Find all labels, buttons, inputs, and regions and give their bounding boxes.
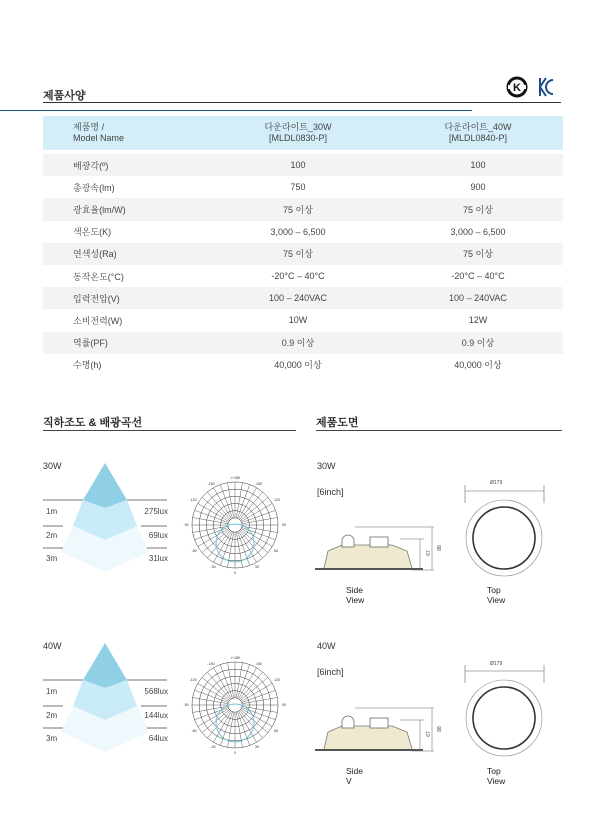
row-label: 광효율(lm/W) bbox=[43, 198, 203, 220]
row-value-40w: 0.9 이상 bbox=[393, 332, 563, 354]
polar-spoke bbox=[240, 497, 267, 520]
housing-body bbox=[324, 726, 412, 749]
top-view-drawing bbox=[462, 483, 547, 578]
drawing-size-label: [6inch] bbox=[317, 667, 344, 677]
lux-2m: 69lux bbox=[148, 531, 168, 540]
row-value-40w: 3,000 – 6,500 bbox=[450, 226, 506, 237]
polar-tick-label: -90 bbox=[183, 523, 189, 527]
lux-1m: 275lux bbox=[144, 507, 168, 516]
spring-clip bbox=[342, 716, 354, 728]
blue-divider bbox=[0, 110, 472, 111]
driver-box bbox=[370, 718, 388, 728]
height-body-label: 67 bbox=[425, 731, 432, 737]
polar-tick-label: 30 bbox=[255, 745, 259, 749]
drawing-title-underline bbox=[316, 430, 562, 431]
distance-1m: 1m bbox=[46, 507, 58, 516]
outer-trim-ring bbox=[466, 500, 542, 576]
top-view-drawing bbox=[462, 663, 547, 758]
row-value-40w: 100 bbox=[393, 154, 563, 176]
height-body-label: 67 bbox=[425, 550, 432, 556]
outer-trim-ring bbox=[466, 680, 542, 756]
spec-section-title: 제품사양 bbox=[43, 90, 86, 102]
polar-tick-label: 0 bbox=[234, 571, 236, 575]
top-view-label: Top View bbox=[487, 585, 506, 605]
row-value-40w: 100 – 240VAC bbox=[393, 287, 563, 309]
row-value-30w: 75 이상 bbox=[203, 198, 393, 220]
drawing-watt-label: 30W bbox=[317, 461, 336, 471]
row-value-30w: 100 bbox=[203, 154, 393, 176]
polar-tick-label: 90 bbox=[282, 703, 286, 707]
spec-table bbox=[43, 116, 563, 376]
diameter-label: Ø179 bbox=[490, 480, 503, 486]
polar-tick-label: -60 bbox=[191, 729, 197, 733]
distance-3m: 3m bbox=[46, 734, 58, 743]
header-label-line2: Model Name bbox=[73, 133, 125, 143]
drawing-size-label: [6inch] bbox=[317, 487, 344, 497]
driver-box bbox=[370, 537, 388, 547]
row-value-30w: 75 이상 bbox=[203, 243, 393, 265]
header-label-line1: 제품명 / bbox=[73, 122, 105, 132]
table-row bbox=[43, 221, 563, 243]
row-value-30w: 750 bbox=[290, 182, 306, 193]
height-total-label: 88 bbox=[436, 545, 443, 551]
polar-tick-label: -120 bbox=[189, 498, 197, 502]
polar-tick-label: -/+180 bbox=[229, 476, 241, 480]
svg-text:K: K bbox=[513, 82, 521, 94]
polar-spoke bbox=[207, 492, 230, 519]
cone-zone-1m bbox=[83, 463, 127, 508]
row-label: 배광각(º) bbox=[43, 154, 203, 176]
polar-tick-label: -/+180 bbox=[229, 656, 241, 660]
row-value-30w: 40,000 이상 bbox=[274, 360, 322, 371]
polar-spoke bbox=[202, 677, 229, 700]
polar-tick-label: -120 bbox=[189, 678, 197, 682]
inner-lens-ring bbox=[473, 507, 535, 569]
lux-1m: 568lux bbox=[144, 687, 168, 696]
ks-mark-logo bbox=[505, 76, 529, 98]
distance-1m: 1m bbox=[46, 687, 58, 696]
row-label: 수명(h) bbox=[73, 360, 102, 371]
table-row bbox=[43, 309, 563, 331]
row-value-30w: -20°C – 40°C bbox=[271, 271, 325, 282]
polar-tick-label: 90 bbox=[282, 523, 286, 527]
polar-distribution-chart bbox=[178, 474, 293, 579]
polar-tick-label: 60 bbox=[274, 729, 278, 733]
distance-2m: 2m bbox=[46, 711, 58, 720]
lux-2m: 144lux bbox=[144, 711, 168, 720]
model1-code: [MLDL0830-P] bbox=[268, 133, 328, 143]
model1-name: 다운라이트_30W bbox=[264, 122, 332, 132]
model2-name: 다운라이트_40W bbox=[444, 122, 512, 132]
table-row bbox=[43, 154, 563, 176]
polar-tick-label: -150 bbox=[207, 662, 215, 666]
row-value-40w: 75 이상 bbox=[393, 243, 563, 265]
row-label: 소비전력(W) bbox=[73, 315, 123, 326]
distance-2m: 2m bbox=[46, 531, 58, 540]
polar-distribution-chart bbox=[178, 654, 293, 759]
illum-section-title: 직하조도 & 배광곡선 bbox=[43, 417, 143, 429]
spec-table-header bbox=[43, 116, 563, 150]
table-row bbox=[43, 243, 563, 265]
polar-tick-label: -90 bbox=[183, 703, 189, 707]
row-value-40w: 75 이상 bbox=[393, 198, 563, 220]
polar-tick-label: 120 bbox=[274, 678, 280, 682]
row-label: 역률(PF) bbox=[43, 332, 203, 354]
row-value-30w: 100 – 240VAC bbox=[203, 287, 393, 309]
polar-tick-label: 150 bbox=[256, 662, 262, 666]
polar-spoke bbox=[240, 677, 267, 700]
polar-tick-label: 30 bbox=[255, 565, 259, 569]
illum-watt-label: 40W bbox=[43, 641, 62, 651]
diameter-label: Ø179 bbox=[490, 661, 503, 667]
drawing-section-title: 제품도면 bbox=[316, 417, 359, 429]
polar-spoke bbox=[240, 672, 263, 699]
distance-3m: 3m bbox=[46, 554, 58, 563]
kc-mark-logo bbox=[538, 76, 554, 98]
inner-lens-ring bbox=[473, 687, 535, 749]
spring-clip bbox=[342, 535, 354, 547]
table-row bbox=[43, 176, 563, 198]
polar-spoke bbox=[207, 672, 230, 699]
polar-tick-label: 60 bbox=[274, 549, 278, 553]
table-row bbox=[43, 265, 563, 287]
spec-title-underline bbox=[43, 102, 561, 103]
polar-tick-label: -60 bbox=[191, 549, 197, 553]
lux-3m: 64lux bbox=[148, 734, 168, 743]
row-value-40w: 40,000 이상 bbox=[454, 360, 502, 371]
base-plate bbox=[315, 749, 423, 751]
polar-spoke bbox=[202, 497, 229, 520]
row-value-40w: 12W bbox=[468, 315, 488, 326]
table-row bbox=[43, 332, 563, 354]
top-view-label: Top View bbox=[487, 766, 506, 786]
lux-3m: 31lux bbox=[148, 554, 168, 563]
row-value-40w: 900 bbox=[470, 182, 486, 193]
illum-watt-label: 30W bbox=[43, 461, 62, 471]
height-total-label: 88 bbox=[436, 726, 443, 732]
row-value-30w: 3,000 – 6,500 bbox=[270, 226, 326, 237]
polar-tick-label: 0 bbox=[234, 751, 236, 755]
illum-title-underline bbox=[43, 430, 296, 431]
base-plate bbox=[315, 568, 423, 570]
model2-code: [MLDL0840-P] bbox=[448, 133, 508, 143]
polar-tick-label: 120 bbox=[274, 498, 280, 502]
row-label: 총광속(lm) bbox=[73, 182, 115, 193]
table-row bbox=[43, 354, 563, 376]
table-row bbox=[43, 287, 563, 309]
cone-zone-1m bbox=[83, 643, 127, 688]
table-row bbox=[43, 198, 563, 220]
row-value-30w: 10W bbox=[288, 315, 308, 326]
polar-tick-label: 150 bbox=[256, 482, 262, 486]
housing-body bbox=[324, 545, 412, 568]
polar-tick-label: -30 bbox=[210, 745, 216, 749]
row-label: 연색성(Ra) bbox=[43, 243, 203, 265]
drawing-watt-label: 40W bbox=[317, 641, 336, 651]
polar-tick-label: -30 bbox=[210, 565, 216, 569]
polar-tick-label: -150 bbox=[207, 482, 215, 486]
row-value-30w: 0.9 이상 bbox=[203, 332, 393, 354]
side-view-label: Side V bbox=[346, 766, 364, 786]
side-view-label: Side View bbox=[346, 585, 365, 605]
polar-spoke bbox=[240, 492, 263, 519]
row-value-40w: -20°C – 40°C bbox=[451, 271, 505, 282]
row-label: 동작온도(°C) bbox=[73, 271, 124, 282]
row-label: 입력전압(V) bbox=[43, 287, 203, 309]
row-label: 색온도(K) bbox=[73, 227, 112, 238]
